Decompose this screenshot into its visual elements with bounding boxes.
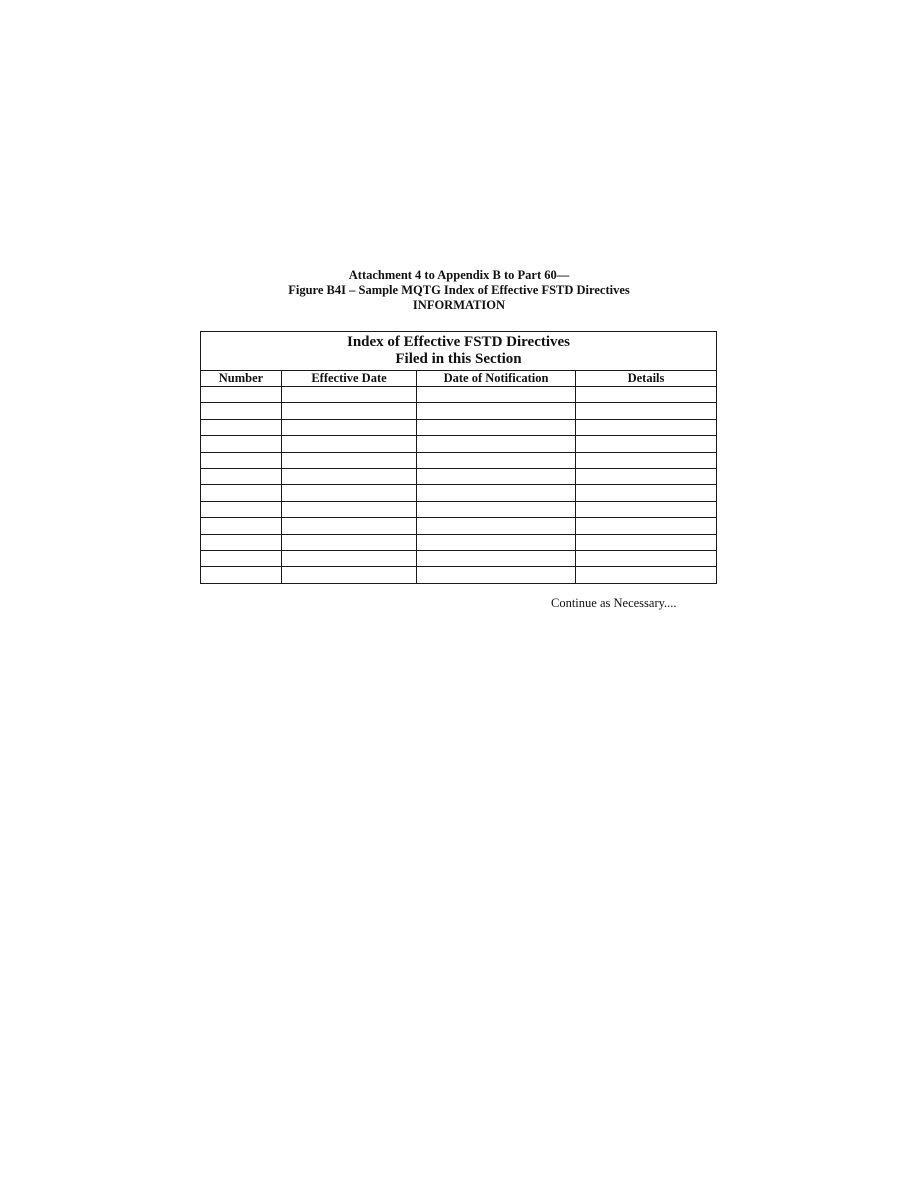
table-cell-details: [576, 518, 717, 534]
table-cell-number: [201, 452, 282, 468]
table-cell-date-of-notification: [417, 468, 576, 484]
information-label: INFORMATION: [412, 298, 506, 312]
table-cell-details: [576, 403, 717, 419]
table-cell-details: [576, 567, 717, 583]
table-cell-effective-date: [282, 403, 417, 419]
column-header-effective-date: Effective Date: [282, 371, 417, 387]
table-cell-effective-date: [282, 468, 417, 484]
table-row: [201, 419, 717, 435]
column-header-date-of-notification: Date of Notification: [417, 371, 576, 387]
attachment-title: Attachment 4 to Appendix B to Part 60—: [348, 268, 570, 282]
table-cell-number: [201, 501, 282, 517]
table-row: [201, 452, 717, 468]
table-cell-details: [576, 436, 717, 452]
table-cell-date-of-notification: [417, 534, 576, 550]
table-cell-date-of-notification: [417, 452, 576, 468]
table-cell-effective-date: [282, 485, 417, 501]
table-cell-details: [576, 501, 717, 517]
table-cell-date-of-notification: [417, 501, 576, 517]
table-cell-effective-date: [282, 419, 417, 435]
table-cell-number: [201, 485, 282, 501]
table-cell-date-of-notification: [417, 387, 576, 403]
table-row: [201, 567, 717, 583]
table-cell-number: [201, 518, 282, 534]
table-cell-date-of-notification: [417, 436, 576, 452]
table-row: [201, 534, 717, 550]
table-cell-number: [201, 419, 282, 435]
table-title-line-1: Index of Effective FSTD Directives: [347, 334, 571, 350]
table-cell-effective-date: [282, 452, 417, 468]
table-cell-effective-date: [282, 387, 417, 403]
table-row: [201, 501, 717, 517]
table-cell-number: [201, 550, 282, 566]
table-cell-details: [576, 419, 717, 435]
continue-note: Continue as Necessary....: [551, 596, 677, 610]
table-row: [201, 550, 717, 566]
column-header-number: Number: [201, 371, 282, 387]
table-row: [201, 518, 717, 534]
table-row: [201, 436, 717, 452]
figure-title: Figure B4I – Sample MQTG Index of Effective FSTD Directives: [288, 283, 630, 297]
table-cell-date-of-notification: [417, 567, 576, 583]
table-row: [201, 387, 717, 403]
table-cell-details: [576, 550, 717, 566]
table-cell-date-of-notification: [417, 403, 576, 419]
column-header-details: Details: [576, 371, 717, 387]
table-cell-date-of-notification: [417, 485, 576, 501]
table-row: [201, 468, 717, 484]
table-cell-date-of-notification: [417, 550, 576, 566]
table-row: [201, 403, 717, 419]
table-body: [201, 387, 717, 584]
table-cell-details: [576, 387, 717, 403]
directives-index-table: [200, 331, 717, 584]
table-cell-date-of-notification: [417, 419, 576, 435]
table-row: [201, 485, 717, 501]
table-cell-details: [576, 468, 717, 484]
table-cell-date-of-notification: [417, 518, 576, 534]
table-cell-number: [201, 436, 282, 452]
table-cell-number: [201, 403, 282, 419]
table-cell-details: [576, 452, 717, 468]
table-cell-number: [201, 387, 282, 403]
table-cell-effective-date: [282, 436, 417, 452]
table-cell-number: [201, 468, 282, 484]
table-cell-effective-date: [282, 501, 417, 517]
table-title: [201, 332, 717, 371]
table-cell-number: [201, 534, 282, 550]
table-cell-effective-date: [282, 567, 417, 583]
table-cell-details: [576, 485, 717, 501]
page-heading: [0, 268, 918, 313]
table-title-line-2: Filed in this Section: [395, 351, 522, 367]
table-cell-details: [576, 534, 717, 550]
table-cell-effective-date: [282, 550, 417, 566]
table-cell-effective-date: [282, 534, 417, 550]
table-cell-effective-date: [282, 518, 417, 534]
table-cell-number: [201, 567, 282, 583]
